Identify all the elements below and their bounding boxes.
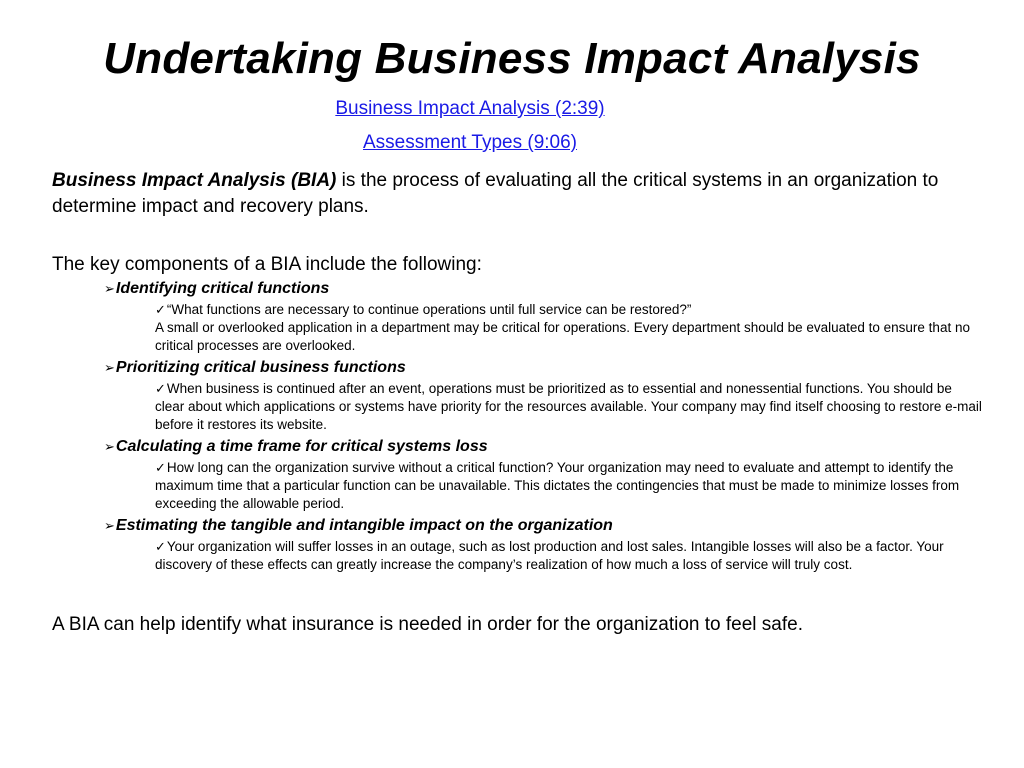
link-business-impact-analysis-video[interactable]: Business Impact Analysis (2:39) [335,98,605,119]
component-heading [52,515,992,537]
component-heading-text: Identifying critical functions [115,280,330,297]
checkmark-icon: ✓ [155,460,166,475]
component-item [52,357,992,436]
checkmark-icon: ✓ [155,381,166,396]
components-lead: The key components of a BIA include the following: [52,254,482,275]
bia-definition [52,168,952,220]
component-heading [52,278,992,300]
component-item [52,436,992,515]
component-heading [52,436,992,458]
bia-definition-text: is the process of evaluating all the critical systems in an organization to determine impact and recovery plans. [52,170,939,217]
component-heading-text: Prioritizing critical business functions [115,359,406,376]
link-assessment-types-video[interactable]: Assessment Types (9:06) [362,132,578,153]
arrow-bullet-icon: ➢ [104,360,115,375]
checkmark-icon: ✓ [155,539,166,554]
closing-statement: A BIA can help identify what insurance is needed in order for the organization to feel safe. [52,614,803,635]
component-heading [52,357,992,379]
component-detail-text: Your organization will suffer losses in an outage, such as lost production and lost sales. Intangible losses will also be a factor. Your discovery of these effects can greatly increase the company’s realization of how much a loss of service will truly cost. [155,539,944,572]
arrow-bullet-icon: ➢ [104,439,115,454]
slide-body [52,168,992,638]
component-item [52,515,992,576]
component-detail [155,537,983,576]
bia-term: Business Impact Analysis (BIA) [52,170,337,191]
component-detail [155,379,983,436]
component-heading-text: Calculating a time frame for critical systems loss [115,438,488,455]
slide-title: Undertaking Business Impact Analysis [103,34,921,83]
arrow-bullet-icon: ➢ [104,518,115,533]
checkmark-icon: ✓ [155,302,166,317]
component-heading-text: Estimating the tangible and intangible impact on the organization [115,517,613,534]
component-detail-text: When business is continued after an event, operations must be prioritized as to essential and nonessential functions. You should be clear about which applications or systems have priority for the resources available. Your company may find itself choosing to restore e-mail before it restores its website. [155,381,982,432]
component-detail [155,300,983,357]
component-item [52,278,992,357]
component-detail-extra: A small or overlooked application in a department may be critical for operations. Every department should be evaluated to ensure that no critical processes are overlooked. [155,320,970,353]
video-links [0,92,940,160]
component-detail-text: How long can the organization survive without a critical function? Your organization may need to evaluate and attempt to identify the maximum time that a particular function can be unavailable. This dictates the contingencies that must be made to minimize losses from exceeding the allowable period. [155,460,960,511]
arrow-bullet-icon: ➢ [104,281,115,296]
component-detail-text: “What functions are necessary to continue operations until full service can be restored?” [166,302,692,317]
components-list [52,278,992,576]
component-detail [155,458,983,515]
